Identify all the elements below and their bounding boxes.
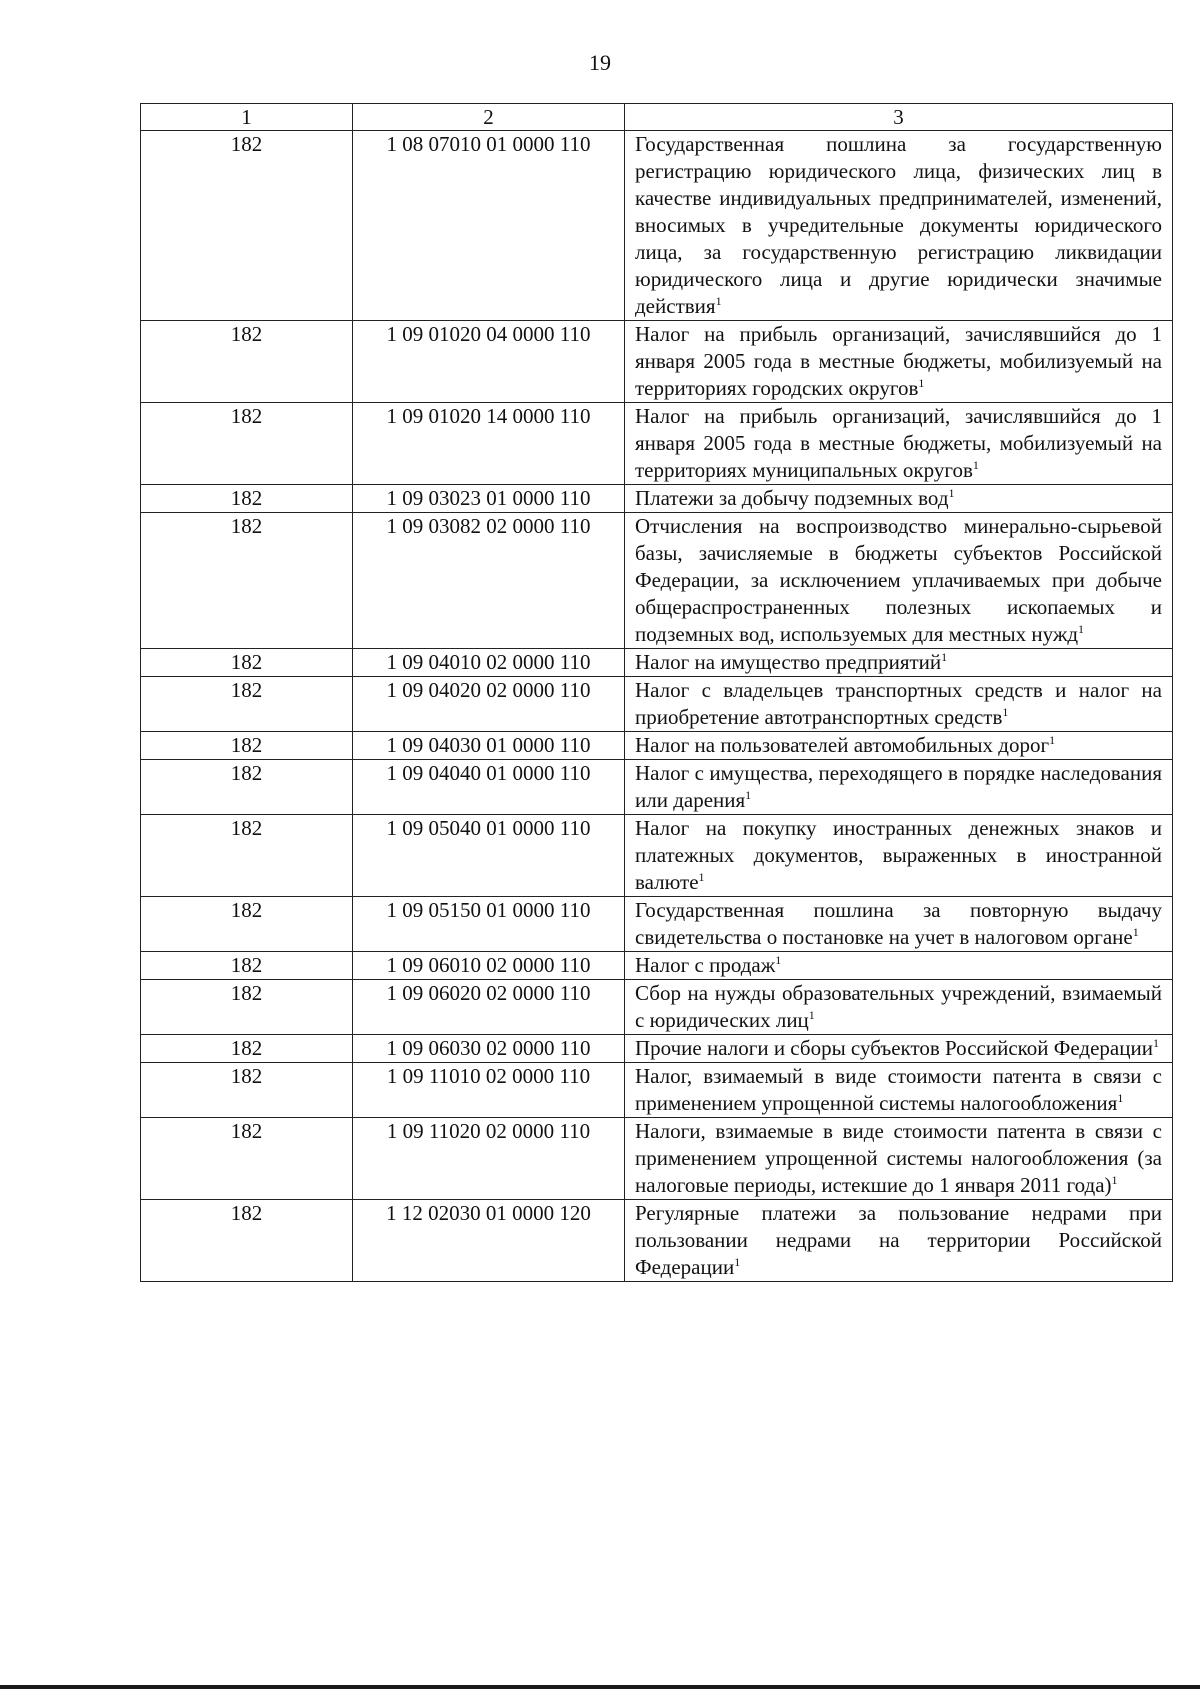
- budget-code-cell: 1 09 04040 01 0000 110: [353, 760, 625, 815]
- income-description-cell: [625, 131, 1173, 321]
- budget-code-cell: 1 09 06020 02 0000 110: [353, 980, 625, 1035]
- income-description-text: Налог на прибыль организаций, зачислявшийся до 1 января 2005 года в местные бюджеты, мобилизуемый на территориях городских округов: [635, 322, 1162, 400]
- table-row: [141, 321, 1173, 403]
- income-description-cell: [625, 485, 1173, 513]
- admin-code-cell: 182: [141, 131, 353, 321]
- table-row: [141, 980, 1173, 1035]
- income-description-cell: [625, 403, 1173, 485]
- footnote-marker: 1: [808, 1008, 815, 1022]
- income-description-text: Государственная пошлина за государственную регистрацию юридического лица, физических лиц в качестве индивидуальных предпринимателей, изменений, вносимых в учредительные документы юридического лица, за государственную регистрацию ликвидации юридического лица и другие юридически значимые действия: [635, 132, 1162, 318]
- table-row: [141, 1035, 1173, 1063]
- admin-code-cell: 182: [141, 1118, 353, 1200]
- income-description-text: Регулярные платежи за пользование недрами при пользовании недрами на территории Российской Федерации: [635, 1201, 1162, 1279]
- income-description-text: Государственная пошлина за повторную выдачу свидетельства о постановке на учет в налоговом органе: [635, 898, 1162, 949]
- table-row: [141, 403, 1173, 485]
- income-description-text: Налог с владельцев транспортных средств и налог на приобретение автотранспортных средств: [635, 678, 1162, 729]
- income-description-text: Прочие налоги и сборы субъектов Российской Федерации: [635, 1036, 1153, 1060]
- budget-code-cell: 1 09 01020 04 0000 110: [353, 321, 625, 403]
- table-row: [141, 513, 1173, 649]
- footnote-marker: 1: [972, 458, 979, 472]
- income-description-text: Отчисления на воспроизводство минерально-сырьевой базы, зачисляемые в бюджеты субъектов Российской Федерации, за исключением уплачиваемых при добыче общераспространенных полезных ископаемых и подземных вод, используемых для местных нужд: [635, 514, 1162, 646]
- footnote-marker: 1: [918, 376, 925, 390]
- footnote-marker: 1: [698, 870, 705, 884]
- budget-code-cell: 1 09 04020 02 0000 110: [353, 677, 625, 732]
- footnote-marker: 1: [1002, 705, 1009, 719]
- income-description-text: Налог на покупку иностранных денежных знаков и платежных документов, выраженных в иностранной валюте: [635, 816, 1162, 894]
- income-description-text: Налог с продаж: [635, 953, 776, 977]
- admin-code-cell: 182: [141, 980, 353, 1035]
- footnote-marker: 1: [1078, 622, 1085, 636]
- income-description-text: Налог с имущества, переходящего в порядке наследования или дарения: [635, 761, 1162, 812]
- income-description-cell: [625, 815, 1173, 897]
- budget-code-cell: 1 09 05040 01 0000 110: [353, 815, 625, 897]
- budget-code-cell: 1 12 02030 01 0000 120: [353, 1200, 625, 1282]
- budget-code-cell: 1 08 07010 01 0000 110: [353, 131, 625, 321]
- income-description-cell: [625, 649, 1173, 677]
- footnote-marker: 1: [1117, 1091, 1124, 1105]
- admin-code-cell: 182: [141, 952, 353, 980]
- income-description-text: Налог на пользователей автомобильных дорог: [635, 733, 1050, 757]
- table-row: [141, 897, 1173, 952]
- admin-code-cell: 182: [141, 485, 353, 513]
- table-row: [141, 677, 1173, 732]
- budget-code-cell: 1 09 05150 01 0000 110: [353, 897, 625, 952]
- footnote-marker: 1: [948, 486, 955, 500]
- admin-code-cell: 182: [141, 403, 353, 485]
- budget-code-cell: 1 09 11010 02 0000 110: [353, 1063, 625, 1118]
- income-description-cell: [625, 1200, 1173, 1282]
- income-description-cell: [625, 513, 1173, 649]
- admin-code-cell: 182: [141, 1200, 353, 1282]
- column-header-1: 1: [141, 104, 353, 131]
- table-row: [141, 485, 1173, 513]
- income-description-cell: [625, 677, 1173, 732]
- budget-code-cell: 1 09 06030 02 0000 110: [353, 1035, 625, 1063]
- header-row: [141, 104, 1173, 131]
- income-description-cell: [625, 1063, 1173, 1118]
- table-row: [141, 649, 1173, 677]
- income-description-cell: [625, 760, 1173, 815]
- admin-code-cell: 182: [141, 649, 353, 677]
- admin-code-cell: 182: [141, 1063, 353, 1118]
- income-description-text: Платежи за добычу подземных вод: [635, 486, 949, 510]
- admin-code-cell: 182: [141, 760, 353, 815]
- income-description-text: Налог, взимаемый в виде стоимости патента в связи с применением упрощенной системы налогообложения: [635, 1064, 1162, 1115]
- table-body: [141, 131, 1173, 1282]
- income-description-cell: [625, 897, 1173, 952]
- table-row: [141, 760, 1173, 815]
- admin-code-cell: 182: [141, 815, 353, 897]
- footnote-marker: 1: [941, 650, 948, 664]
- table-row: [141, 131, 1173, 321]
- income-description-text: Налог на имущество предприятий: [635, 650, 942, 674]
- budget-code-cell: 1 09 11020 02 0000 110: [353, 1118, 625, 1200]
- income-description-text: Налоги, взимаемые в виде стоимости патента в связи с применением упрощенной системы налогообложения (за налоговые периоды, истекшие до 1 января 2011 года): [635, 1119, 1162, 1197]
- table-header: [141, 104, 1173, 131]
- budget-code-cell: 1 09 01020 14 0000 110: [353, 403, 625, 485]
- column-header-3: 3: [625, 104, 1173, 131]
- footnote-marker: 1: [1132, 925, 1139, 939]
- bottom-scan-rule: [0, 1685, 1200, 1689]
- budget-code-cell: 1 09 03023 01 0000 110: [353, 485, 625, 513]
- table-row: [141, 815, 1173, 897]
- admin-code-cell: 182: [141, 513, 353, 649]
- admin-code-cell: 182: [141, 677, 353, 732]
- table-row: [141, 1200, 1173, 1282]
- footnote-marker: 1: [775, 953, 782, 967]
- income-description-cell: [625, 321, 1173, 403]
- footnote-marker: 1: [1049, 733, 1056, 747]
- footnote-marker: 1: [1152, 1036, 1159, 1050]
- footnote-marker: 1: [1111, 1173, 1118, 1187]
- budget-code-cell: 1 09 03082 02 0000 110: [353, 513, 625, 649]
- footnote-marker: 1: [745, 788, 752, 802]
- admin-code-cell: 182: [141, 321, 353, 403]
- footnote-marker: 1: [734, 1255, 741, 1269]
- column-header-2: 2: [353, 104, 625, 131]
- budget-code-cell: 1 09 06010 02 0000 110: [353, 952, 625, 980]
- table-row: [141, 732, 1173, 760]
- budget-code-cell: 1 09 04010 02 0000 110: [353, 649, 625, 677]
- footnote-marker: 1: [715, 294, 722, 308]
- income-description-cell: [625, 952, 1173, 980]
- income-description-cell: [625, 1035, 1173, 1063]
- income-description-cell: [625, 1118, 1173, 1200]
- admin-code-cell: 182: [141, 897, 353, 952]
- income-description-text: Налог на прибыль организаций, зачислявшийся до 1 января 2005 года в местные бюджеты, мобилизуемый на территориях муниципальных округов: [635, 404, 1162, 482]
- admin-code-cell: 182: [141, 1035, 353, 1063]
- table-row: [141, 1063, 1173, 1118]
- budget-code-cell: 1 09 04030 01 0000 110: [353, 732, 625, 760]
- table-row: [141, 1118, 1173, 1200]
- income-description-cell: [625, 732, 1173, 760]
- page-number: 19: [589, 50, 611, 75]
- budget-classification-table: [140, 103, 1173, 1282]
- income-description-text: Сбор на нужды образовательных учреждений, взимаемый с юридических лиц: [635, 981, 1162, 1032]
- table-row: [141, 952, 1173, 980]
- admin-code-cell: 182: [141, 732, 353, 760]
- income-description-cell: [625, 980, 1173, 1035]
